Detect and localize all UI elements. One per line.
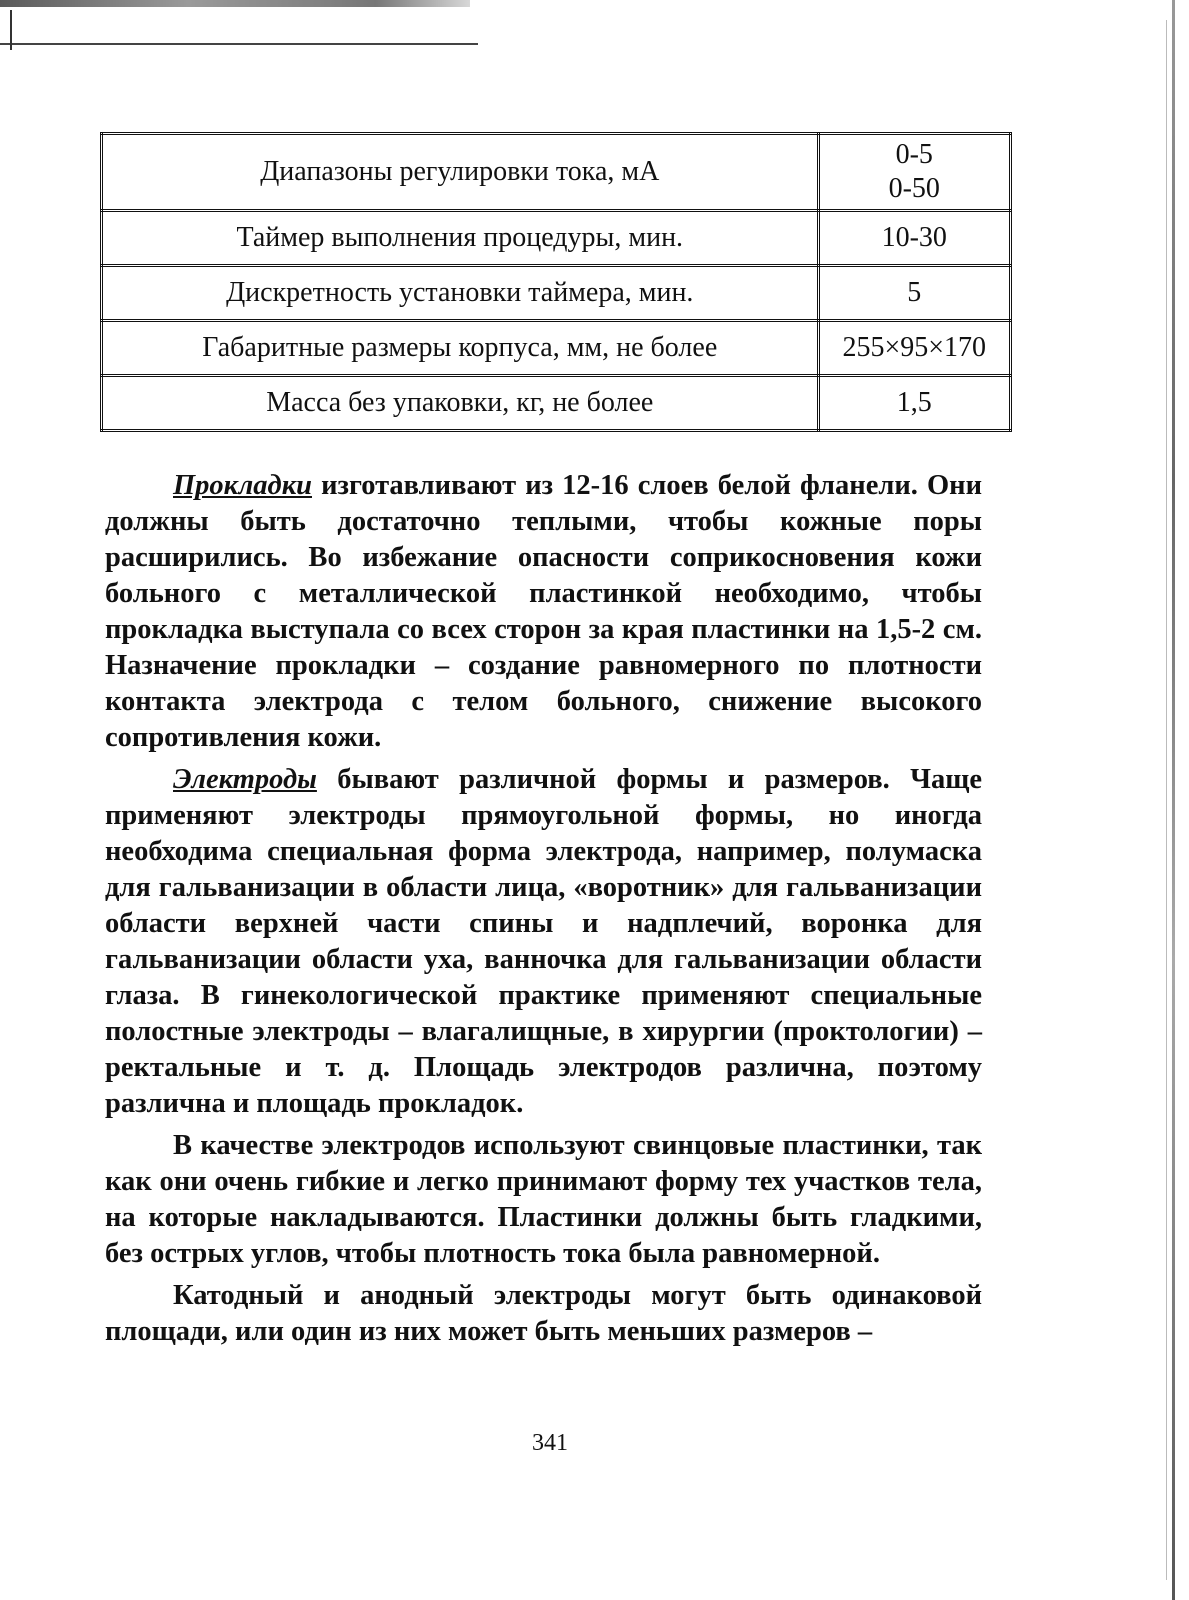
scan-artifact-right-edge-inner [1166, 20, 1167, 1580]
specifications-table [100, 132, 1012, 432]
scan-artifact-top-line [0, 43, 478, 45]
scan-artifact-right-edge [1172, 0, 1175, 1600]
paragraph-electrodes [105, 762, 982, 1122]
paragraph-lead-plates [105, 1128, 982, 1272]
table-cell-value-line: 0-50 [888, 173, 940, 204]
table-cell-parameter: Таймер выполнения процедуры, мин. [102, 211, 819, 266]
table-row [102, 266, 1011, 321]
term-electrodes: Электроды [173, 764, 317, 795]
paragraph-text: бывают различной формы и размеров. Чаще применяют электроды прямоугольной формы, но иногда необходима специальная форма электрода, например, полумаска для гальванизации в области лица, «воротник» для гальванизации области верхней части спины и надплечий, воронка для гальванизации области уха, ванночка для гальванизации области глаза. В гинекологической практике применяют специальные полостные электроды – влагалищные, в хирургии (проктологии) – ректальные и т. д. Площадь электродов различна, поэтому различна и площадь прокладок. [105, 764, 982, 1119]
table-cell-parameter: Дискретность установки таймера, мин. [102, 266, 819, 321]
table-cell-value-line: 0-5 [895, 139, 933, 170]
table-row [102, 211, 1011, 266]
body-text [105, 468, 982, 1350]
term-pads: Прокладки [173, 470, 312, 501]
table-row [102, 321, 1011, 376]
paragraph-text: Катодный и анодный электроды могут быть одинаковой площади, или один из них может быть меньших размеров – [105, 1280, 982, 1347]
scan-artifact-left-mark [0, 10, 12, 50]
table-cell-value [818, 134, 1010, 211]
paragraph-cathode-anode [105, 1278, 982, 1350]
table-cell-parameter: Габаритные размеры корпуса, мм, не более [102, 321, 819, 376]
table-cell-value: 255×95×170 [818, 321, 1010, 376]
paragraph-text: В качестве электродов используют свинцовые пластинки, так как они очень гибкие и легко принимают форму тех участков тела, на которые накладываются. Пластинки должны быть гладкими, без острых углов, чтобы плотность тока была равномерной. [105, 1130, 982, 1269]
table-cell-value: 10-30 [818, 211, 1010, 266]
table-row [102, 134, 1011, 211]
paragraph-text: изготавливают из 12-16 слоев белой фланели. Они должны быть достаточно теплыми, чтобы кожные поры расширились. Во избежание опасности соприкосновения кожи больного с металлической пластинкой необходимо, чтобы прокладка выступала со всех сторон за края пластинки на 1,5-2 см. Назначение прокладки – создание равномерного по плотности контакта электрода с телом больного, снижение высокого сопротивления кожи. [105, 470, 982, 753]
paragraph-pads [105, 468, 982, 756]
table-cell-parameter: Масса без упаковки, кг, не более [102, 376, 819, 431]
table-row [102, 376, 1011, 431]
table-cell-value: 5 [818, 266, 1010, 321]
table-cell-value: 1,5 [818, 376, 1010, 431]
scan-artifact-top-bar [0, 0, 470, 7]
table-cell-parameter: Диапазоны регулировки тока, мА [102, 134, 819, 211]
page-number: 341 [532, 1430, 568, 1456]
